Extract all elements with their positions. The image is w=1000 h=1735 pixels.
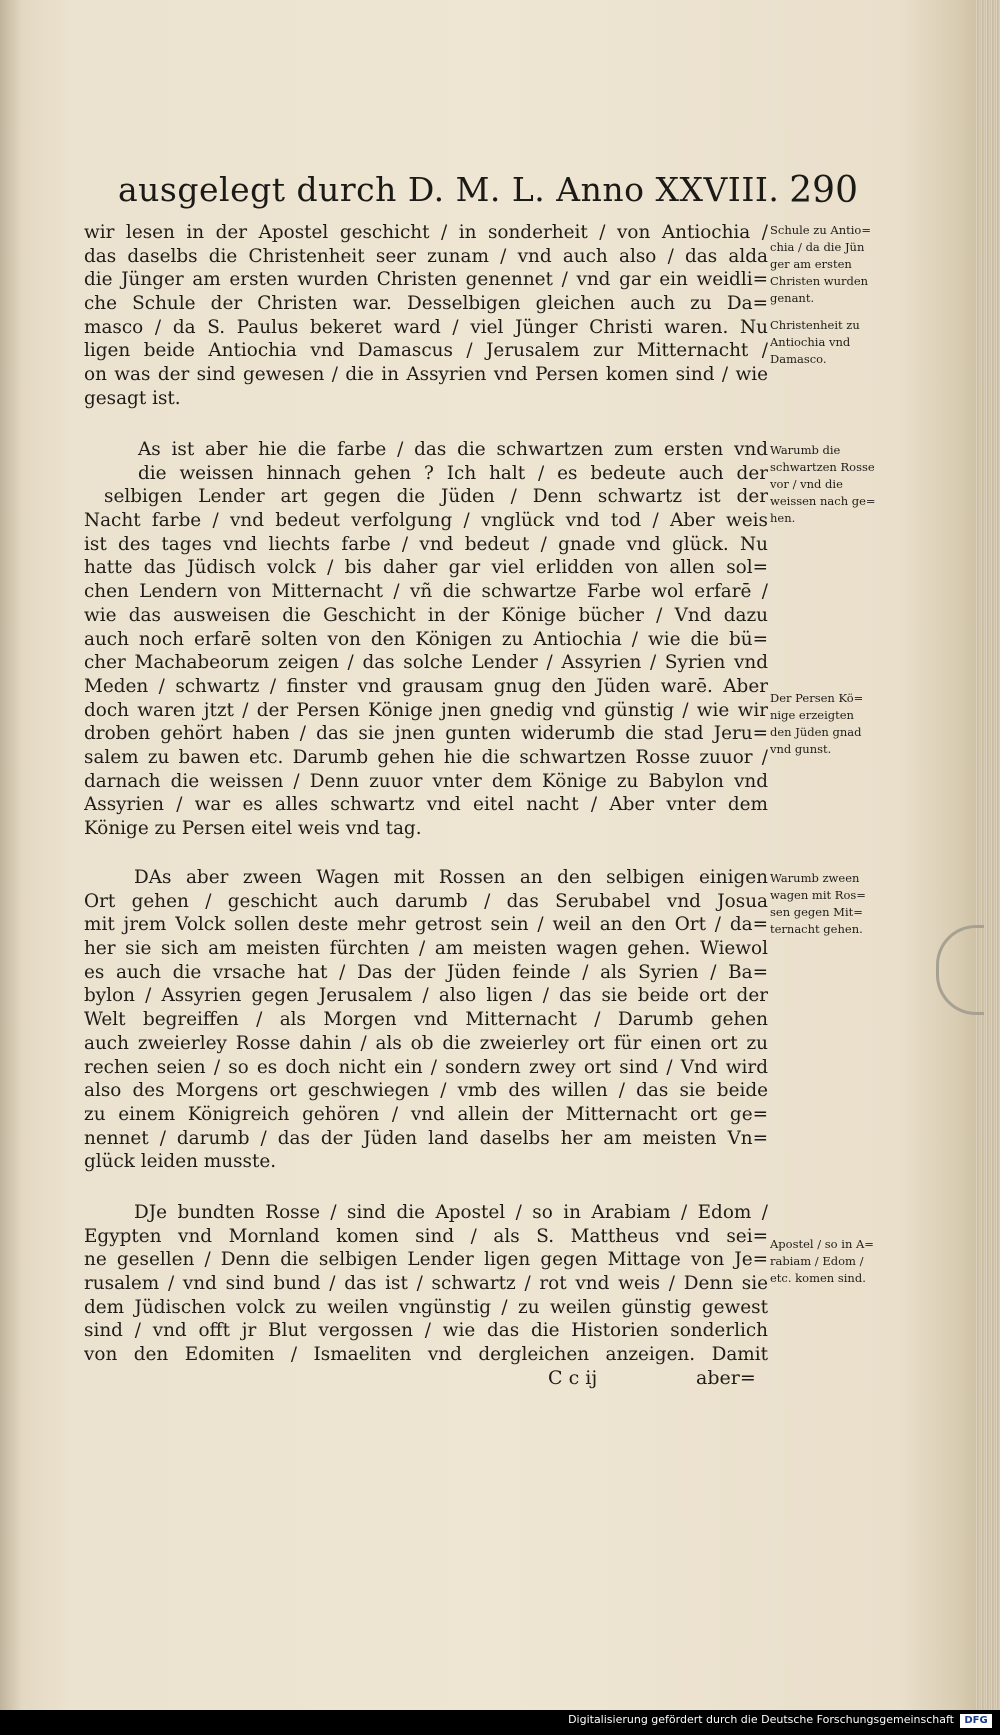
marginal-gloss-3 [770, 442, 910, 527]
gloss-line: Christen wurden [770, 274, 869, 288]
text-line: von den Edomiten / Ismaeliten vnd dergleichen anzeigen. Damit [84, 1344, 768, 1366]
gloss-line: schwartzen Rosse [770, 460, 875, 474]
text-line: also des Morgens ort geschwiegen / vmb des willen / das sie beide [84, 1080, 768, 1102]
digitization-credit: Digitalisierung gefördert durch die Deutsche Forschungsgemeinschaft [568, 1713, 954, 1726]
text-line: bylon / Assyrien gegen Jerusalem / also ligen / das sie beide ort der [84, 985, 768, 1007]
text-line: mit jrem Volck sollen deste mehr getrost sein / weil an den Ort / da= [84, 914, 768, 936]
text-line: das daselbs die Christenheit seer zunam / vnd auch also / das alda [84, 245, 768, 267]
page-number: 290 [789, 170, 858, 211]
gloss-line: genant. [770, 291, 815, 305]
text-line: doch waren jtzt / der Persen Könige jnen gnedig vnd günstig / wie wir [84, 699, 768, 721]
dfg-logo: DFG [960, 1714, 992, 1728]
gloss-line: ternacht gehen. [770, 922, 863, 936]
text-line: wie das ausweisen die Geschicht in der Könige bücher / Vnd dazu [84, 604, 768, 626]
marginal-gloss-5 [770, 870, 910, 938]
text-line: Egypten vnd Mornland komen sind / als S. Mattheus vnd sei= [84, 1225, 768, 1247]
text-line: nennet / darumb / das der Jüden land daselbs her am meisten Vn= [84, 1127, 768, 1149]
page-foot [84, 1367, 768, 1393]
gloss-line: Der Persen Kö= [770, 691, 864, 705]
page-edges [976, 0, 1000, 1710]
gloss-line: Damasco. [770, 352, 827, 366]
text-line: Assyrien / war es alles schwartz vnd eitel nacht / Aber vnter dem [84, 794, 768, 816]
text-line: zu einem Königreich gehören / vnd allein der Mitternacht ort ge= [84, 1103, 768, 1125]
text-line: Nacht farbe / vnd bedeut verfolgung / vnglück vnd tod / Aber weis [84, 510, 768, 532]
gloss-line: ger am ersten [770, 257, 852, 271]
gloss-line: vor / vnd die [770, 477, 843, 491]
text-line: dem Jüdischen volck zu weilen vngünstig / zu weilen günstig gewest [84, 1296, 768, 1318]
gloss-line: Warumb die [770, 443, 841, 457]
marginal-gloss-2 [770, 317, 910, 368]
text-line: DJe bundten Rosse / sind die Apostel / so in Arabiam / Edom / [134, 1202, 768, 1223]
text-line: rechen seien / so es doch nicht ein / sondern zwey ort sind / Vnd wird [84, 1056, 768, 1078]
text-line: droben gehört haben / das sie jnen gunten widerumb die stad Jeru= [84, 723, 768, 745]
text-line: es auch die vrsache hat / Das der Jüden feinde / als Syrien / Ba= [84, 961, 768, 983]
paragraph-1 [84, 221, 768, 411]
gloss-line: Apostel / so in A= [770, 1237, 874, 1251]
marginal-gloss-6 [770, 1236, 910, 1287]
text-line: sind / vnd offt jr Blut vergossen / wie das die Historien sonderlich [84, 1320, 768, 1342]
text-line: darnach die weissen / Denn zuuor vnter dem Könige zu Babylon vnd [84, 770, 768, 792]
marginal-gloss-1 [770, 222, 910, 307]
page-header [118, 170, 858, 216]
text-line: che Schule der Christen war. Desselbigen gleichen auch zu Da= [84, 293, 768, 315]
text-line: masco / da S. Paulus bekeret ward / viel Jünger Christi waren. Nu [84, 316, 768, 338]
text-line: Könige zu Persen eitel weis vnd tag. [84, 818, 422, 839]
gloss-line: wagen mit Ros= [770, 888, 866, 902]
marginal-gloss-4 [770, 690, 910, 758]
gloss-line: weissen nach ge= [770, 494, 876, 508]
text-line: chen Lendern von Mitternacht / vñ die schwartze Farbe wol erfarē / [84, 581, 768, 603]
text-line: As ist aber hie die farbe / das die schwartzen zum ersten vnd [138, 439, 768, 460]
paragraph-4 [84, 1201, 768, 1367]
gloss-line: nige erzeigten [770, 708, 854, 722]
text-line: Welt begreiffen / als Morgen vnd Mitternacht / Darumb gehen [84, 1009, 768, 1031]
signature-mark: C c ij [548, 1367, 598, 1389]
text-line: ligen beide Antiochia vnd Damascus / Jerusalem zur Mitternacht / [84, 340, 768, 362]
catchword: aber= [696, 1367, 756, 1389]
text-line: ist des tages vnd liechts farbe / vnd bedeut / gnade vnd glück. Nu [84, 533, 768, 555]
text-line: wir lesen in der Apostel geschicht / in sonderheit / von Antiochia / [84, 222, 768, 243]
gloss-line: hen. [770, 511, 796, 525]
text-line: rusalem / vnd sind bund / das ist / schwartz / rot vnd weis / Denn sie [84, 1273, 768, 1295]
running-head: ausgelegt durch D. M. L. Anno XXVIII. [118, 170, 780, 209]
text-line: gesagt ist. [84, 387, 181, 409]
text-line: auch zweierley Rosse dahin / als ob die zweierley ort für einen ort zu [84, 1032, 768, 1054]
gloss-line: rabiam / Edom / [770, 1254, 864, 1268]
text-line: die Jünger am ersten wurden Christen genennet / vnd gar ein weidli= [84, 269, 768, 291]
gloss-line: Antiochia vnd [770, 335, 851, 349]
text-line: salem zu bawen etc. Darumb gehen hie die schwartzen Rosse zuuor / [84, 746, 768, 768]
text-line: cher Machabeorum zeigen / das solche Lender / Assyrien / Syrien vnd [84, 652, 768, 674]
text-line: glück leiden musste. [84, 1151, 277, 1173]
text-line: DAs aber zween Wagen mit Rossen an den selbigen einigen [134, 867, 768, 888]
gloss-line: sen gegen Mit= [770, 905, 863, 919]
text-line: selbigen Lender art gegen die Jüden / Denn schwartz ist der [104, 486, 768, 508]
text-line: hatte das Jüdisch volck / bis daher gar viel erlidden von allen sol= [84, 557, 768, 579]
gloss-line: Christenheit zu [770, 318, 860, 332]
gloss-line: vnd gunst. [770, 742, 832, 756]
paragraph-3 [84, 866, 768, 1174]
gloss-line: Schule zu Antio= [770, 223, 871, 237]
text-line: ne gesellen / Denn die selbigen Lender ligen gegen Mittage von Je= [84, 1249, 768, 1271]
text-line: on was der sind gewesen / die in Assyrien vnd Persen komen sind / wie [84, 364, 768, 386]
gloss-line: den Jüden gnad [770, 725, 862, 739]
gloss-line: chia / da die Jün [770, 240, 865, 254]
gloss-line: Warumb zween [770, 871, 860, 885]
text-line: Meden / schwartz / finster vnd grausam gnug den Jüden warē. Aber [84, 675, 768, 697]
text-line: her sie sich am meisten fürchten / am meisten wagen gehen. Wiewol [84, 938, 768, 960]
text-line: die weissen hinnach gehen ? Ich halt / es bedeute auch der [138, 462, 768, 484]
text-line: auch noch erfarē solten von den Königen zu Antiochia / wie die bü= [84, 628, 768, 650]
paragraph-2 [84, 438, 768, 841]
gloss-line: etc. komen sind. [770, 1271, 866, 1285]
text-line: Ort gehen / geschicht auch darumb / das Serubabel vnd Josua [84, 890, 768, 912]
